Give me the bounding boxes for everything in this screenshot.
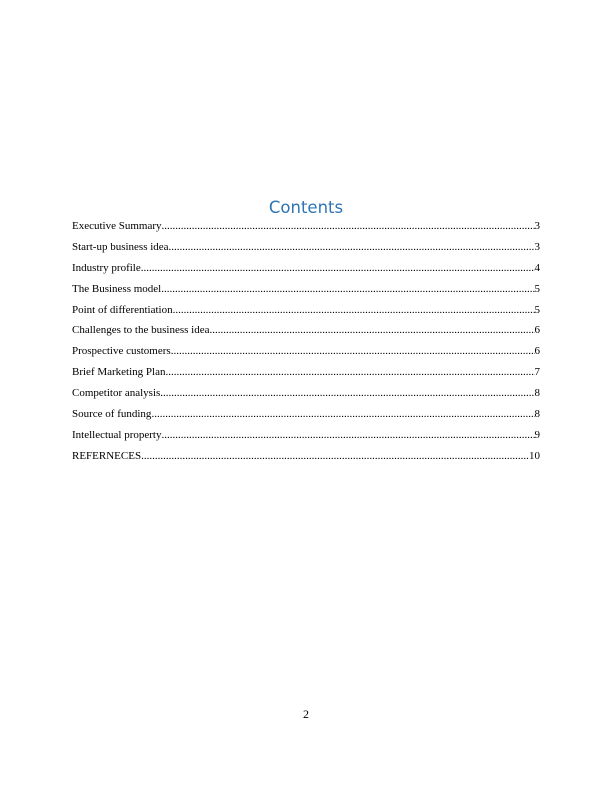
toc-entry-label: Executive Summary — [72, 220, 162, 232]
toc-entry-label: Point of differentiation — [72, 303, 173, 316]
toc-entry-startup-business-idea[interactable] — [72, 240, 540, 261]
toc-entry-label: Industry profile — [72, 261, 141, 274]
toc-entry-challenges[interactable] — [72, 323, 540, 344]
toc-entry-source-of-funding[interactable] — [72, 407, 540, 428]
dot-leader — [165, 365, 534, 379]
toc-entry-competitor-analysis[interactable] — [72, 386, 540, 407]
toc-entry-label: REFERNECES — [72, 449, 142, 462]
toc-entry-page: 10 — [529, 449, 540, 462]
dot-leader — [169, 240, 535, 254]
toc-entry-business-model[interactable] — [72, 282, 540, 303]
toc-entry-label: Source of funding — [72, 408, 152, 421]
toc-entry-page: 6 — [534, 345, 540, 358]
toc-heading: Contents — [268, 198, 344, 217]
toc-entry-label: Competitor analysis — [72, 387, 161, 400]
toc-entry-executive-summary[interactable] — [72, 219, 540, 240]
toc-entry-references[interactable] — [72, 449, 540, 470]
toc-entry-page: 6 — [534, 324, 540, 337]
toc-entry-label: The Business model — [72, 282, 162, 295]
toc-entry-prospective-customers[interactable] — [72, 344, 540, 365]
dot-leader — [160, 386, 534, 400]
dot-leader — [141, 261, 535, 275]
toc-entry-page: 8 — [534, 408, 540, 421]
toc-entry-label: Brief Marketing Plan — [72, 366, 166, 379]
toc-entry-label: Start-up business idea — [72, 240, 169, 253]
toc-entry-page: 5 — [534, 303, 540, 316]
table-of-contents — [72, 219, 540, 470]
dot-leader — [151, 407, 534, 421]
dot-leader — [162, 428, 535, 442]
toc-entry-page: 3 — [534, 220, 540, 232]
toc-entry-label: Intellectual property — [72, 428, 162, 441]
toc-entry-page: 7 — [534, 366, 540, 379]
toc-entry-page: 3 — [534, 240, 540, 253]
toc-entry-point-of-differentiation[interactable] — [72, 303, 540, 324]
toc-entry-intellectual-property[interactable] — [72, 428, 540, 449]
toc-entry-page: 5 — [534, 282, 540, 295]
toc-entry-label: Challenges to the business idea — [72, 324, 210, 337]
dot-leader — [161, 282, 534, 296]
dot-leader — [171, 344, 535, 358]
toc-entry-page: 9 — [534, 428, 540, 441]
toc-entry-page: 8 — [534, 387, 540, 400]
dot-leader — [173, 303, 535, 317]
toc-entry-industry-profile[interactable] — [72, 261, 540, 282]
dot-leader — [209, 323, 534, 337]
page-number: 2 — [303, 707, 309, 721]
toc-entry-marketing-plan[interactable] — [72, 365, 540, 386]
dot-leader — [141, 449, 529, 463]
toc-entry-page: 4 — [534, 261, 540, 274]
dot-leader — [162, 219, 535, 233]
toc-entry-label: Prospective customers — [72, 345, 171, 358]
